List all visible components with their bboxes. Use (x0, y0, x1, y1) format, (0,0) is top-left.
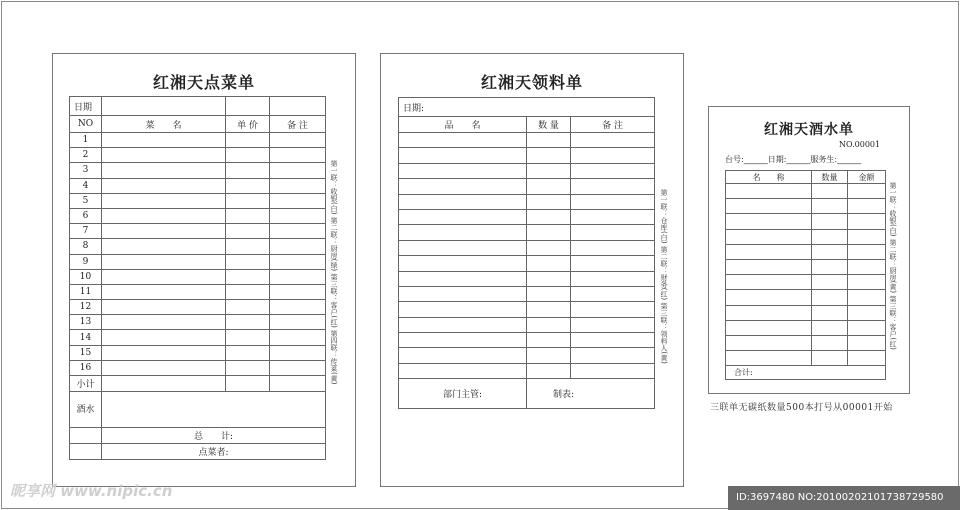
requisition-qty-cell[interactable] (527, 209, 571, 224)
order-note-cell[interactable] (270, 315, 326, 330)
order-price-cell[interactable] (226, 269, 270, 284)
drinks-amount-cell[interactable] (848, 184, 886, 199)
requisition-item-cell[interactable] (399, 348, 527, 363)
order-drinks-cell[interactable] (102, 392, 326, 428)
order-row-number: 11 (70, 284, 102, 299)
requisition-note-cell[interactable] (571, 286, 655, 301)
drinks-qty-cell[interactable] (812, 351, 848, 366)
drinks-name-cell[interactable] (726, 320, 812, 335)
requisition-item-cell[interactable] (399, 209, 527, 224)
order-drinks-label: 酒水 (70, 392, 102, 428)
requisition-note-cell[interactable] (571, 148, 655, 163)
order-dish-cell[interactable] (102, 315, 226, 330)
drinks-row (726, 184, 886, 199)
order-dish-cell[interactable] (102, 224, 226, 239)
order-dish-cell[interactable] (102, 193, 226, 208)
order-price-cell[interactable] (226, 239, 270, 254)
requisition-row (399, 163, 655, 178)
order-row (70, 360, 326, 375)
order-row-number: 12 (70, 300, 102, 315)
requisition-note-cell[interactable] (571, 209, 655, 224)
order-note-cell[interactable] (270, 208, 326, 223)
requisition-row (399, 333, 655, 348)
drinks-amount-cell[interactable] (848, 214, 886, 229)
order-row (70, 148, 326, 163)
order-row-number: 14 (70, 330, 102, 345)
order-dish-cell[interactable] (102, 345, 226, 360)
order-drinks-row (70, 392, 326, 428)
drinks-amount-cell[interactable] (848, 290, 886, 305)
requisition-item-cell[interactable] (399, 133, 527, 148)
order-row-number: 5 (70, 193, 102, 208)
requisition-qty-cell[interactable] (527, 179, 571, 194)
order-subtotal-cell[interactable] (270, 376, 326, 392)
requisition-row (399, 148, 655, 163)
drinks-name-cell[interactable] (726, 259, 812, 274)
watermark-logo: 昵享网 www.nipic.cn (10, 482, 173, 500)
drinks-total-row (726, 366, 886, 380)
order-note-cell[interactable] (270, 133, 326, 148)
requisition-note-cell[interactable] (571, 194, 655, 209)
order-note-cell[interactable] (270, 300, 326, 315)
drinks-row (726, 244, 886, 259)
requisition-qty-cell[interactable] (527, 302, 571, 317)
drinks-name-cell[interactable] (726, 199, 812, 214)
drinks-qty-cell[interactable] (812, 199, 848, 214)
drinks-qty-cell[interactable] (812, 244, 848, 259)
order-price-cell[interactable] (226, 133, 270, 148)
requisition-header-note: 备 注 (571, 117, 655, 133)
drinks-total-label[interactable]: 合计: (726, 366, 886, 380)
order-price-cell[interactable] (226, 300, 270, 315)
drinks-name-cell[interactable] (726, 305, 812, 320)
order-row (70, 193, 326, 208)
requisition-date-row (399, 98, 655, 117)
order-note-cell[interactable] (270, 269, 326, 284)
requisition-item-cell[interactable] (399, 194, 527, 209)
order-row (70, 315, 326, 330)
order-waiter-row (70, 444, 326, 460)
order-subtotal-cell[interactable] (102, 376, 226, 392)
order-row-number: 2 (70, 148, 102, 163)
order-dish-cell[interactable] (102, 254, 226, 269)
requisition-note-cell[interactable] (571, 133, 655, 148)
requisition-row (399, 271, 655, 286)
order-date-cell[interactable] (226, 97, 270, 116)
order-table (69, 96, 326, 460)
drinks-header-name: 名 称 (726, 171, 812, 184)
order-form (52, 53, 356, 487)
drinks-amount-cell[interactable] (848, 275, 886, 290)
drinks-header-row (726, 171, 886, 184)
requisition-item-cell[interactable] (399, 363, 527, 378)
requisition-header-row (399, 117, 655, 133)
order-side-note: 第一联：收银(白) 第二联：厨房(绿) 第三联：客户(红) 第四联：传菜(黄) (330, 160, 338, 385)
drinks-row (726, 259, 886, 274)
drinks-row (726, 214, 886, 229)
requisition-form-title: 红湘天领料单 (480, 73, 583, 92)
order-price-cell[interactable] (226, 345, 270, 360)
drinks-form-title: 红湘天酒水单 (764, 122, 854, 138)
drinks-amount-cell[interactable] (848, 305, 886, 320)
drinks-form (708, 106, 910, 394)
order-dish-cell[interactable] (102, 269, 226, 284)
order-header-note: 备 注 (270, 116, 326, 133)
requisition-item-cell[interactable] (399, 302, 527, 317)
order-note-cell[interactable] (270, 345, 326, 360)
drinks-name-cell[interactable] (726, 244, 812, 259)
requisition-header-qty: 数 量 (527, 117, 571, 133)
drinks-form-info-line[interactable]: 台号:______日期:______服务生:______ (725, 155, 862, 164)
drinks-row (726, 290, 886, 305)
requisition-row (399, 179, 655, 194)
order-row-number: 15 (70, 345, 102, 360)
order-date-row (70, 97, 326, 116)
order-row (70, 208, 326, 223)
order-dish-cell[interactable] (102, 148, 226, 163)
order-row (70, 133, 326, 148)
requisition-date-label[interactable]: 日期: (399, 98, 655, 117)
requisition-item-cell[interactable] (399, 163, 527, 178)
drinks-row (726, 351, 886, 366)
requisition-row (399, 256, 655, 271)
order-row (70, 269, 326, 284)
requisition-note-cell[interactable] (571, 256, 655, 271)
order-price-cell[interactable] (226, 178, 270, 193)
drinks-qty-cell[interactable] (812, 184, 848, 199)
order-dish-cell[interactable] (102, 360, 226, 375)
order-note-cell[interactable] (270, 163, 326, 178)
order-row-number: 1 (70, 133, 102, 148)
requisition-footer-row (399, 379, 655, 409)
order-subtotal-cell[interactable] (226, 376, 270, 392)
drinks-amount-cell[interactable] (848, 320, 886, 335)
order-total-spacer (70, 428, 102, 444)
drinks-name-cell[interactable] (726, 290, 812, 305)
order-price-cell[interactable] (226, 284, 270, 299)
requisition-note-cell[interactable] (571, 363, 655, 378)
requisition-note-cell[interactable] (571, 302, 655, 317)
requisition-qty-cell[interactable] (527, 163, 571, 178)
order-header-price: 单 价 (226, 116, 270, 133)
order-row-number: 13 (70, 315, 102, 330)
requisition-qty-cell[interactable] (527, 286, 571, 301)
order-price-cell[interactable] (226, 163, 270, 178)
requisition-row (399, 317, 655, 332)
drinks-table (725, 170, 886, 380)
requisition-note-cell[interactable] (571, 163, 655, 178)
order-row (70, 300, 326, 315)
order-note-cell[interactable] (270, 178, 326, 193)
order-row (70, 224, 326, 239)
order-note-cell[interactable] (270, 284, 326, 299)
requisition-qty-cell[interactable] (527, 271, 571, 286)
requisition-item-cell[interactable] (399, 225, 527, 240)
order-header-no: NO (70, 116, 102, 133)
drinks-name-cell[interactable] (726, 229, 812, 244)
order-dish-cell[interactable] (102, 133, 226, 148)
requisition-note-cell[interactable] (571, 317, 655, 332)
order-price-cell[interactable] (226, 208, 270, 223)
requisition-row (399, 240, 655, 255)
order-form-title: 红湘天点菜单 (152, 73, 255, 92)
drinks-form-number: NO.00001 (839, 140, 881, 149)
requisition-item-cell[interactable] (399, 286, 527, 301)
order-dish-cell[interactable] (102, 239, 226, 254)
requisition-row (399, 209, 655, 224)
order-row (70, 345, 326, 360)
order-note-cell[interactable] (270, 193, 326, 208)
requisition-qty-cell[interactable] (527, 256, 571, 271)
order-note-cell[interactable] (270, 239, 326, 254)
order-price-cell[interactable] (226, 254, 270, 269)
requisition-row (399, 225, 655, 240)
drinks-form-caption: 三联单无碳纸数量500本打号从00001开始 (710, 403, 893, 413)
drinks-qty-cell[interactable] (812, 214, 848, 229)
drinks-row (726, 229, 886, 244)
requisition-maker-label[interactable]: 制表: (527, 379, 655, 409)
drinks-row (726, 320, 886, 335)
requisition-row (399, 363, 655, 378)
drinks-qty-cell[interactable] (812, 335, 848, 350)
requisition-item-cell[interactable] (399, 333, 527, 348)
order-row-number: 16 (70, 360, 102, 375)
requisition-item-cell[interactable] (399, 240, 527, 255)
order-header-row (70, 116, 326, 133)
requisition-qty-cell[interactable] (527, 240, 571, 255)
order-note-cell[interactable] (270, 360, 326, 375)
order-row (70, 178, 326, 193)
order-price-cell[interactable] (226, 315, 270, 330)
requisition-note-cell[interactable] (571, 333, 655, 348)
order-note-cell[interactable] (270, 224, 326, 239)
order-dish-cell[interactable] (102, 163, 226, 178)
drinks-row (726, 275, 886, 290)
order-note-cell[interactable] (270, 148, 326, 163)
drinks-qty-cell[interactable] (812, 320, 848, 335)
order-row (70, 254, 326, 269)
requisition-item-cell[interactable] (399, 317, 527, 332)
drinks-header-qty: 数量 (812, 171, 848, 184)
order-row (70, 239, 326, 254)
order-note-cell[interactable] (270, 254, 326, 269)
drinks-amount-cell[interactable] (848, 199, 886, 214)
requisition-row (399, 348, 655, 363)
requisition-qty-cell[interactable] (527, 225, 571, 240)
drinks-qty-cell[interactable] (812, 275, 848, 290)
order-date-cell[interactable] (102, 97, 226, 116)
drinks-row (726, 199, 886, 214)
requisition-header-item: 品 名 (399, 117, 527, 133)
drinks-amount-cell[interactable] (848, 244, 886, 259)
drinks-name-cell[interactable] (726, 351, 812, 366)
order-row-number: 9 (70, 254, 102, 269)
drinks-amount-cell[interactable] (848, 229, 886, 244)
requisition-item-cell[interactable] (399, 179, 527, 194)
requisition-note-cell[interactable] (571, 348, 655, 363)
order-date-label: 日期 (70, 97, 102, 116)
drinks-row (726, 305, 886, 320)
drinks-qty-cell[interactable] (812, 290, 848, 305)
order-row-number: 8 (70, 239, 102, 254)
order-row-number: 7 (70, 224, 102, 239)
requisition-row (399, 194, 655, 209)
drinks-amount-cell[interactable] (848, 335, 886, 350)
requisition-dept-label[interactable]: 部门主管: (399, 379, 527, 409)
order-row (70, 163, 326, 178)
drinks-row (726, 335, 886, 350)
requisition-note-cell[interactable] (571, 240, 655, 255)
order-header-dish: 菜 名 (102, 116, 226, 133)
watermark-id: ID:3697480 NO:20100202101738729580 (728, 486, 960, 510)
requisition-item-cell[interactable] (399, 148, 527, 163)
requisition-side-note: 第一联：仓库(白) 第二联：财务(红) 第三联：领料人(黄) (660, 189, 668, 364)
requisition-qty-cell[interactable] (527, 348, 571, 363)
order-dish-cell[interactable] (102, 284, 226, 299)
drinks-amount-cell[interactable] (848, 259, 886, 274)
order-row-number: 3 (70, 163, 102, 178)
order-dish-cell[interactable] (102, 300, 226, 315)
order-row (70, 284, 326, 299)
requisition-row (399, 302, 655, 317)
requisition-qty-cell[interactable] (527, 148, 571, 163)
requisition-table (398, 97, 655, 409)
requisition-qty-cell[interactable] (527, 317, 571, 332)
requisition-form (380, 53, 684, 487)
requisition-note-cell[interactable] (571, 225, 655, 240)
order-dish-cell[interactable] (102, 208, 226, 223)
drinks-amount-cell[interactable] (848, 351, 886, 366)
drinks-name-cell[interactable] (726, 335, 812, 350)
order-price-cell[interactable] (226, 224, 270, 239)
order-date-cell[interactable] (270, 97, 326, 116)
order-waiter-label[interactable]: 点菜者: (102, 444, 326, 460)
drinks-qty-cell[interactable] (812, 229, 848, 244)
order-row-number: 6 (70, 208, 102, 223)
drinks-name-cell[interactable] (726, 275, 812, 290)
drinks-header-amount: 金额 (848, 171, 886, 184)
drinks-name-cell[interactable] (726, 184, 812, 199)
order-price-cell[interactable] (226, 360, 270, 375)
drinks-side-note: 第一联：收银(白) 第二联：厨房(黄) 第三联：客户(红) (889, 182, 897, 350)
order-subtotal-label: 小计 (70, 376, 102, 392)
order-dish-cell[interactable] (102, 178, 226, 193)
order-waiter-spacer (70, 444, 102, 460)
order-price-cell[interactable] (226, 193, 270, 208)
order-row (70, 330, 326, 345)
order-price-cell[interactable] (226, 148, 270, 163)
order-note-cell[interactable] (270, 330, 326, 345)
drinks-qty-cell[interactable] (812, 305, 848, 320)
drinks-qty-cell[interactable] (812, 259, 848, 274)
requisition-note-cell[interactable] (571, 271, 655, 286)
order-total-label[interactable]: 总 计: (102, 428, 326, 444)
requisition-note-cell[interactable] (571, 179, 655, 194)
requisition-qty-cell[interactable] (527, 194, 571, 209)
requisition-row (399, 286, 655, 301)
order-row-number: 4 (70, 178, 102, 193)
order-total-row (70, 428, 326, 444)
requisition-row (399, 133, 655, 148)
order-price-cell[interactable] (226, 330, 270, 345)
requisition-qty-cell[interactable] (527, 363, 571, 378)
drinks-name-cell[interactable] (726, 214, 812, 229)
order-row-number: 10 (70, 269, 102, 284)
order-subtotal-row (70, 376, 326, 392)
requisition-qty-cell[interactable] (527, 133, 571, 148)
requisition-qty-cell[interactable] (527, 333, 571, 348)
requisition-item-cell[interactable] (399, 256, 527, 271)
requisition-item-cell[interactable] (399, 271, 527, 286)
order-dish-cell[interactable] (102, 330, 226, 345)
